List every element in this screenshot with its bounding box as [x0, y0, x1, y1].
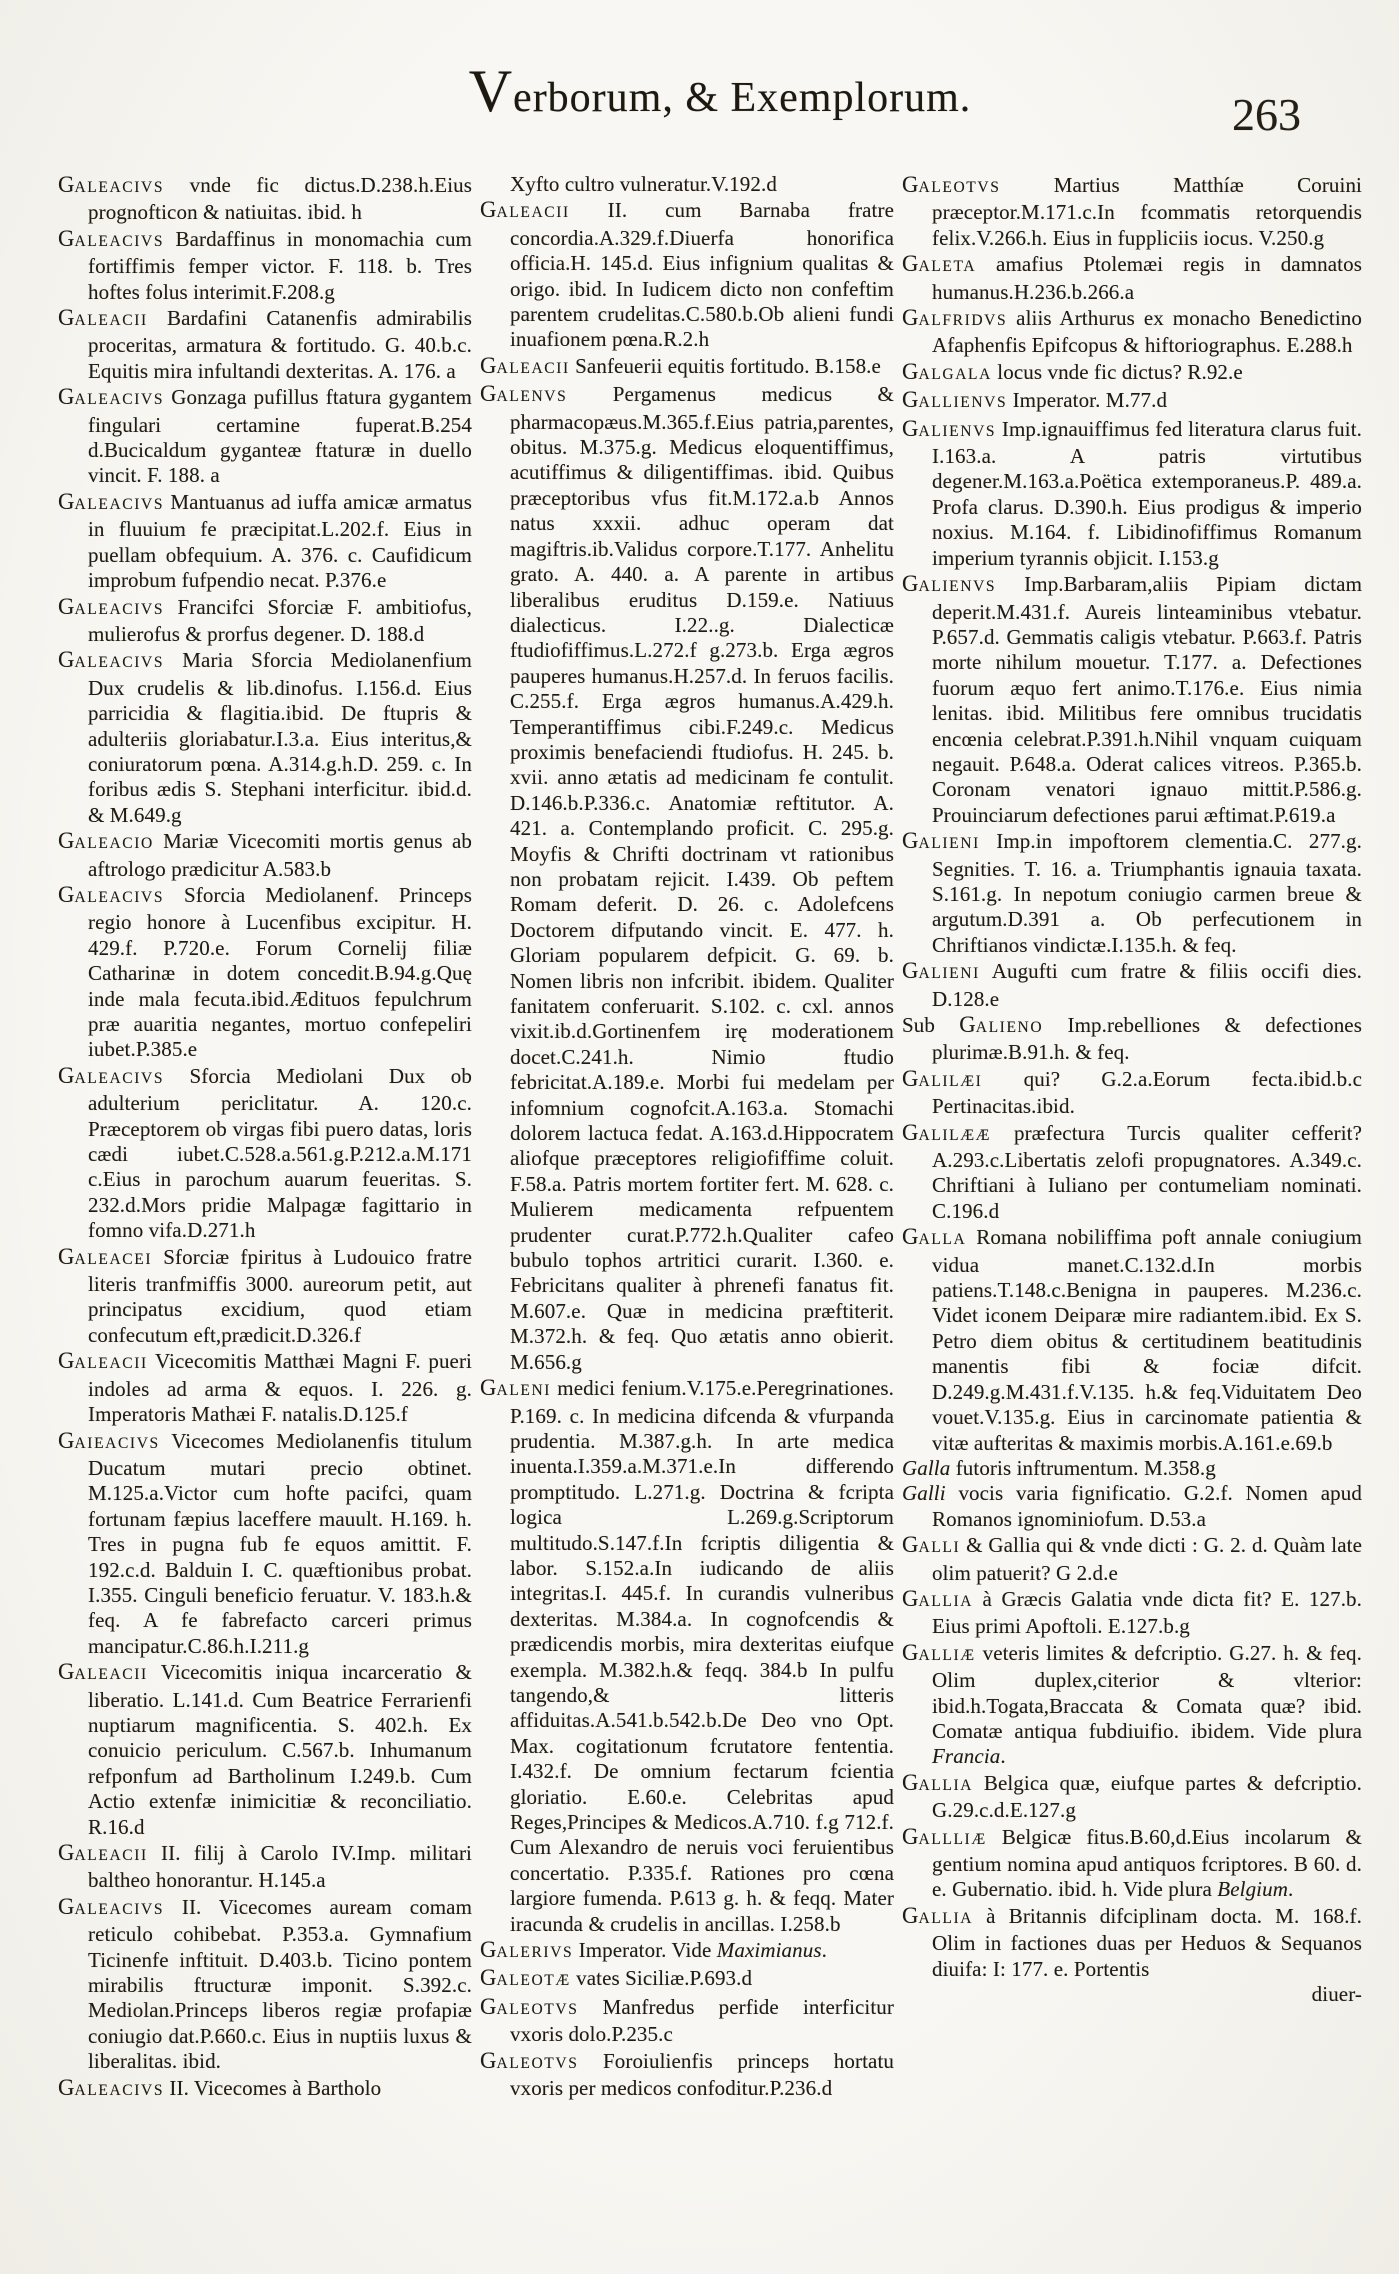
index-entry	[58, 489, 472, 594]
entry-term: GALEACIVS	[58, 172, 165, 197]
index-entry	[58, 305, 472, 384]
entry-text: vates Siciliæ.P.693.d	[570, 1966, 753, 1991]
index-entry	[902, 1012, 1362, 1066]
entry-text: II. cum Barnaba fratre concordia.A.329.f.Diuerfa honorifica officia.H. 145.d. Eius infignium qualitas & origo. ibid. In Iudicem dicto non confeftim parentem crudelitas.C.580.b.Ob alieni fundi inuafionem pœna.R.2.h	[510, 198, 894, 352]
entry-text: II. filij à Carolo IV.Imp. militari baltheo honorantur. H.145.a	[88, 1841, 472, 1893]
index-entry	[58, 1894, 472, 2075]
index-entry	[902, 1066, 1362, 1120]
entry-text: Sanfeuerii equitis fortitudo. B.158.e	[569, 353, 881, 378]
index-column-2	[480, 172, 894, 2101]
index-entry	[902, 1586, 1362, 1640]
entry-term: GALEACIVS	[58, 881, 165, 907]
entry-prefix: Sub	[902, 1013, 960, 1037]
index-entry	[480, 1937, 894, 1965]
index-entry	[902, 305, 1362, 359]
entry-text: Foroiulienfis princeps hortatu vxoris per medicos confoditur.P.236.d	[510, 2048, 894, 2101]
index-column-1	[58, 172, 472, 2103]
index-entry	[480, 1375, 894, 1937]
entry-term: GALEACIO	[58, 828, 154, 854]
entry-term: GALEACEI	[58, 1243, 153, 1269]
entry-term: GALEOTÆ	[480, 1965, 571, 1991]
index-entry	[480, 197, 894, 352]
entry-term: GALFRIDVS	[902, 305, 1008, 331]
entry-text: Imperator. M.77.d	[1007, 388, 1168, 413]
entry-term: GALEACII	[480, 197, 570, 223]
entry-term: GALENI	[480, 1375, 552, 1401]
entry-text: Mariæ Vicecomiti mortis genus ab aftrologo prædicitur A.583.b	[88, 829, 472, 881]
entry-text: Vicecomitis iniqua incarceratio & liberatio. L.141.d. Cum Beatrice Ferrarienfi nuptiarum magnificentia. S. 402.h. Ex conuicio periculum. C.567.b. Inhumanum refponfum ad Bartholinum I.249.b. Cum Actio extenfæ inimicitiæ & reconciliatio. R.16.d	[88, 1660, 472, 1839]
entry-text: vnde fic dictus.D.238.h.Eius prognofticon & natiuitas. ibid. h	[88, 173, 472, 225]
entry-text: Augufti cum fratre & filiis occifi dies. D.128.e	[932, 959, 1362, 1011]
entry-text: Maria Sforcia Mediolanenfium Dux crudelis & lib.dinofus. I.156.d. Eius parricidia & flagitia.ibid. De ftupris & adulteriis gloriabatur.I.3.a. Eius interitus,& coniuratorum pœna. A.314.g.h.D. 259. c. In foribus ædis S. Stephani interficitur. ibid.d. & M.649.g	[88, 648, 472, 827]
index-entry	[480, 1994, 894, 2048]
entry-term: GALILÆI	[902, 1065, 983, 1091]
index-entry	[58, 882, 472, 1063]
entry-term: GALLIA	[902, 1769, 974, 1795]
entry-text: Bardaffinus in monomachia cum fortiffimis femper victor. F. 118. b. Tres hoftes folus interimit.F.208.g	[88, 226, 472, 304]
index-entry	[58, 1063, 472, 1244]
entry-text: Manfredus perfide interficitur vxoris dolo.P.235.c	[510, 1994, 894, 2047]
entry-text: Vicecomitis Matthæi Magni F. pueri indoles ad arma & equos. I. 226. g. Imperatoris Mathæi F. natalis.D.125.f	[88, 1349, 472, 1427]
entry-term: GALEACIVS	[58, 1893, 165, 1919]
index-entry	[58, 1840, 472, 1894]
index-entry	[902, 416, 1362, 571]
index-entry	[58, 172, 472, 226]
index-entry	[480, 381, 894, 1375]
entry-text: Mantuanus ad iuffa amicæ armatus in fluuium fe præcipitat.L.202.f. Eius in puellam obfequium. A. 376. c. Caufidicum improbum fufpendio necat. P.376.e	[88, 489, 472, 593]
index-entry	[58, 1428, 472, 1660]
index-entry	[902, 1456, 1362, 1481]
entry-term: GALEACIVS	[58, 593, 165, 619]
entry-text: Sforciæ fpiritus à Ludouico fratre literis tranfmiffis 3000. aureorum petit, aut principatus excidium, quod etiam confecutum eft,prædicit.D.326.f	[88, 1244, 472, 1347]
entry-term: GALIENO	[959, 1012, 1044, 1037]
index-entry	[58, 647, 472, 828]
entry-term: GALEACIVS	[58, 647, 165, 673]
index-entry	[902, 387, 1362, 415]
entry-text: Xyfto cultro vulneratur.V.192.d	[510, 172, 777, 196]
entry-text: Pergamenus medicus & pharmacopæus.M.365.f.Eius patria,parentes, obitus. M.375.g. Medicus eloquentiffimus, acutiffimus & diligentiffimas. ibid. Quibus præceptoribus vfus fit.M.172.a.b Annos natus xxxii. adhuc operam dat magiftris.ib.Validus corpore.T.177. Anhelitu grato. A. 440. a. A parente in artibus liberalibus eruditus D.159.e. Natiuus dialecticus. I.22..g. Dialecticæ ftudiofiffimus.L.272.f g.273.b. Erga ægros pauperes humanus.H.257.d. In feruos facilis. C.255.f. Erga ægros humanus.A.429.h. Temperantiffimus cibi.F.249.c. Medicus proximis benefaciendi ftudiofus. H. 245. b. xvii. anno ætatis ad medicinam fe contulit. D.146.b.P.336.c. Anatomiæ reftitutor. A. 421. a. Contemplando proficit. C. 295.g. Moyfis & Chrifti doctrinam vt rationibus non probatam rejicit. I.439. Ob peftem Romam deferit. D. 26. c. Adolefcens Doctorem difputando vincit. E. 477. h. Gloriam popularem defpicit. G. 69. b. Nomen libris non infcribit. ibidem. Qualiter fanitatem conferuarit. S.102. c. cxl. annos vixit.ib.d.Gortinenfem irę moderationem docet.C.241.h. Nimio ftudio febricitat.A.189.e. Morbi fui medelam per infomnium cognofcit.A.163.a. Stomachi dolorem lactuca fedat. A.163.d.Hippocratem aliofque præceptores religiofiffime coluit. F.58.a. Patris mortem fortiter fert. M. 628. c. Mulierem medicamenta refpuentem prudenter curat.P.772.h.Qualiter cafeo bubulo tophos artritici curarit. I.360. e. Febricitans qualiter à phrenefi fanatus fit. M.607.e. Quæ in medicina præftiterit. M.372.h. & feq. Quo ætatis anno obierit. M.656.g	[510, 382, 894, 1374]
entry-term: GALGALA	[902, 358, 992, 384]
entry-term: GAIEACIVS	[58, 1427, 160, 1453]
index-entry	[902, 251, 1362, 305]
entry-text: II. Vicecomes auream comam reticulo cohibebat. P.353.a. Gymnafium Ticinenfe inftituit. D.403.b. Ticino pontem mirabilis ftructuræ imponit. S.392.c. Mediolan.Princeps liberos regiæ profapiæ coniugio dat.P.660.c. Eius in nuptiis luxus & liberalitas. ibid.	[88, 1894, 472, 2074]
entry-text: Imp.Barbaram,aliis Pipiam dictam deperit.M.431.f. Aureis linteaminibus vtebatur. P.657.d. Gemmatis caligis vtebatur. P.663.f. Patris morte nihilum mouetur. T.177. a. Defectiones fuorum æquo fert animo.T.176.e. Eius nimia lenitas. ibid. Militibus fere omnibus trucidatis encœnia celebrat.P.391.h.Nihil vnquam cuiquam negauit. P.648.a. Oderat calices vitreos. P.365.b. Coronam venatori ignauo mittit.P.586.g. Prouinciarum defectiones parui æftimat.P.619.a	[932, 572, 1362, 827]
entry-text: à Græcis Galatia vnde dicta fit? E. 127.b. Eius primi Apoftoli. E.127.b.g	[932, 1586, 1362, 1639]
index-entry	[58, 2075, 472, 2103]
entry-text: amafius Ptolemæi regis in damnatos humanus.H.236.b.266.a	[932, 252, 1362, 304]
entry-term: GALEACII	[58, 1840, 148, 1865]
index-entry	[58, 594, 472, 648]
entry-text: & Gallia qui & vnde dicti : G. 2. d. Quàm late olim patuerit? G 2.d.e	[932, 1533, 1362, 1585]
index-entry	[902, 958, 1362, 1012]
index-entry	[902, 1120, 1362, 1225]
entry-term: GALLIENVS	[902, 387, 1008, 413]
entry-term: GALIENVS	[902, 415, 997, 441]
index-entry	[480, 1965, 894, 1993]
catchword: diuer-	[1311, 1982, 1362, 2007]
entry-term: GALEACIVS	[58, 225, 165, 251]
entry-text: qui? G.2.a.Eorum fecta.ibid.b.c Pertinacitas.ibid.	[932, 1066, 1362, 1119]
index-entry	[58, 1348, 472, 1427]
index-entry	[902, 1824, 1362, 1903]
entry-term: GALLIA	[902, 1902, 974, 1928]
entry-term: GALEACII	[58, 1348, 148, 1374]
entry-term: GALILÆÆ	[902, 1119, 992, 1145]
entry-term: GALEACIVS	[58, 2074, 165, 2100]
entry-term: GALIENI	[902, 828, 980, 854]
entry-text: aliis Arthurus ex monacho Benedictino Afaphenfis Epifcopus & hiftoriographus. E.288.h	[932, 306, 1362, 358]
entry-text: Francifci Sforciæ F. ambitiofus, mulierofus & prorfus degener. D. 188.d	[88, 594, 472, 646]
entry-term: GALEACII	[58, 305, 148, 331]
entry-term: GALEOTVS	[902, 172, 1001, 197]
entry-term: Galli	[902, 1481, 946, 1506]
entry-term: GALLLIÆ	[902, 1823, 987, 1849]
entry-term: GALIENVS	[902, 571, 997, 597]
entry-text: locus vnde fic dictus? R.92.e	[991, 359, 1243, 384]
entry-text: præfectura Turcis qualiter cefferit?A.293.c.Libertatis zelofi propugnatores. A.349.c. Chriftiani à Iuliano per contumeliam nominati. C.196.d	[932, 1120, 1362, 1223]
entry-text: vocis varia fignificatio. G.2.f. Nomen apud Romanos ignominiofum. D.53.a	[932, 1481, 1362, 1531]
index-entry	[480, 353, 894, 381]
entry-text: Imp.rebelliones & defectiones plurimæ.B.91.h. & feq.	[932, 1013, 1362, 1065]
index-entry	[902, 1770, 1362, 1824]
entry-term: GALEACII	[480, 352, 570, 378]
entry-term: GALLIÆ	[902, 1639, 976, 1665]
entry-term: GALETA	[902, 251, 977, 277]
index-entry	[902, 172, 1362, 251]
entry-text: Martius Matthíæ Coruini præceptor.M.171.c.In fcommatis retorquendis felix.V.266.h. Eius in fuppliciis iocus. V.250.g	[932, 173, 1362, 250]
page-title: Verborum, & Exemplorum.	[468, 58, 972, 124]
entry-text: à Britannis difciplinam docta. M. 168.f. Olim in factiones duas per Heduos & Sequanos diuifa: I: 177. e. Portentis	[932, 1903, 1362, 1981]
entry-text: Imperator. Vide Maximianus.	[573, 1938, 827, 1963]
index-entry	[58, 226, 472, 305]
entry-text: Imp.ignauiffimus fed literatura clarus fuit. I.163.a. A patris virtutibus degener.M.163.a.Poëtica extemporaneus.P. 489.a. Profa clarus. D.390.h. Eius prodigus & imperio noxius. M.164. f. Libidinofiffimus Romanum imperium tyrannis objicit. I.153.g	[932, 416, 1362, 570]
page-number: 263	[1232, 89, 1301, 140]
entry-term: GALLA	[902, 1224, 967, 1250]
entry-term: GALEOTVS	[480, 2047, 579, 2073]
entry-term: GALEACIVS	[58, 1062, 165, 1088]
index-entry	[58, 384, 472, 489]
entry-text: Sforcia Mediolani Dux ob adulterium periclitatur. A. 120.c. Præceptorem ob virgas fibi puero datas, loris cædi iubet.C.528.a.561.g.P.212.a.M.171 c.Eius in parochum auarum feueritas. S. 232.d.Mors pridie Malpagæ fagittario in fomno vifa.D.271.h	[88, 1063, 472, 1243]
entry-term: Galla	[902, 1455, 951, 1480]
index-entry	[58, 1659, 472, 1840]
entry-text: Belgica quæ, eiufque partes & defcriptio. G.29.c.d.E.127.g	[932, 1770, 1362, 1823]
index-entry	[902, 1224, 1362, 1456]
entry-term: GALLI	[902, 1532, 961, 1558]
entry-text: Romana nobiliffima poft annale coniugium vidua manet.C.132.d.In morbis patiens.T.148.c.Benigna in pauperes. M.236.c. Videt iconem Deiparæ mire radiantem.ibid. Ex S. Petro diem obitus & certitudinem beatitudinis manentis fibi & fociæ difcit. D.249.g.M.431.f.V.135. h.& feq.Viduitatem Deo vouet.V.135.g. Eius in carcinomate patientia & vitæ aufteritas & maximis morbis.A.161.e.69.b	[932, 1225, 1362, 1455]
entry-term: GALEACII	[58, 1659, 148, 1685]
entry-text: medici fenium.V.175.e.Peregrinationes. P.169. c. In medicina difcenda & vfurpanda prudentia. M.387.g.h. In arte medica inuenta.I.359.a.M.371.e.In differendo promptitudo. L.271.g. Doctrina & fcripta logica L.269.g.Scriptorum multitudo.S.147.f.In fcriptis diligentia & labor. S.152.a.In iudicando de aliis integritas.I. 445.f. In curandis vulneribus dexteritas. M.384.a. In cognofcendis & prædicendis morbis, mira dexteritas eiufque exempla. M.382.h.& feqq. 384.b In pulfu tangendo,& litteris affiduitas.A.541.b.542.b.De Deo vno Opt. Max. cogitationum fcrutatore fententia. I.432.f. De omnium fectarum fcientia gloriatio. E.60.e. Celebritas apud Reges,Principes & Medicos.A.710. f.g 712.f. Cum Alexandro de neruis voci feruientibus concertatio. P.335.f. Rationes pro cœna largiore fumenda. P.613 g. h. & feqq. Mater iracunda & crudelis in ancillas. I.258.b	[510, 1376, 894, 1936]
index-column-3	[902, 172, 1362, 2007]
index-entry	[902, 1640, 1362, 1770]
index-entry	[902, 1481, 1362, 1532]
index-entry	[902, 1903, 1362, 1982]
entry-term: GALEACIVS	[58, 384, 165, 410]
index-entry	[480, 172, 894, 197]
index-entry	[902, 571, 1362, 828]
index-entry	[902, 359, 1362, 387]
index-entry	[902, 828, 1362, 958]
entry-term: GALLIA	[902, 1585, 974, 1611]
entry-text: veteris limites & defcriptio. G.27. h. & feq. Olim duplex,citerior & vlterior: ibid.h.Togata,Braccata & Comata quæ? ibid. Comatæ antiqua fubdiuifio. ibidem. Vide plura Francia.	[932, 1640, 1362, 1769]
entry-text: Vicecomes Mediolanenfis titulum Ducatum mutari precio obtinet. M.125.a.Victor cum hofte pacifci, quam fortunam fæpius laceffere mauult. H.169. h. Tres in pugna fub fe equos amittit. F. 192.c.d. Balduin I. C. quæftionibus probat. I.355. Cinguli beneficio feruatur. V. 183.h.& feq. A fe fabrefacto carceri primus mancipatur.C.86.h.I.211.g	[88, 1428, 472, 1658]
entry-text: Gonzaga pufillus ftatura gygantem fingulari certamine fuperat.B.254 d.Bucicaldum gyganteæ ftaturæ in duello vincit. F. 188. a	[88, 385, 472, 488]
entry-text: Belgicæ fitus.B.60,d.Eius incolarum & gentium nomina apud antiquos fcriptores. B 60. d. e. Gubernatio. ibid. h. Vide plura Belgium.	[932, 1824, 1362, 1902]
entry-term: GALENVS	[480, 381, 568, 407]
entry-text: Bardafini Catanenfis admirabilis proceritas, armatura & fortitudo. G. 40.b.c. Equitis mira infultandi dexteritas. A. 176. a	[88, 306, 472, 383]
entry-text: Imp.in impoftorem clementia.C. 277.g. Segnities. T. 16. a. Triumphantis ignauia taxata. S.161.g. In nepotum coniugio carmen breue & argutum.D.391 a. Ob perfecutionem in Chriftianos vindictæ.I.135.h. & feq.	[932, 829, 1362, 957]
index-entry	[58, 828, 472, 882]
entry-text: futoris inftrumentum. M.358.g	[950, 1455, 1216, 1480]
entry-text: II. Vicecomes à Bartholo	[164, 2075, 382, 2100]
entry-term: GALEOTVS	[480, 1993, 579, 2019]
entry-term: GALERIVS	[480, 1937, 574, 1963]
entry-term: GALIENI	[902, 958, 980, 984]
entry-term: GALEACIVS	[58, 488, 165, 514]
index-entry	[58, 1244, 472, 1349]
index-entry	[480, 2048, 894, 2102]
index-entry	[902, 1532, 1362, 1586]
entry-text: Sforcia Mediolanenf. Princeps regio honore à Lucenfibus excipitur. H. 429.f. P.720.e. Forum Cornelij filiæ Catharinæ in dotem concedit.B.94.g.Quę inde mala fecuta.ibid.Ædituos fepulchrum præ auaritia negantes, mortuo confepeliri iubet.P.385.e	[88, 882, 472, 1062]
